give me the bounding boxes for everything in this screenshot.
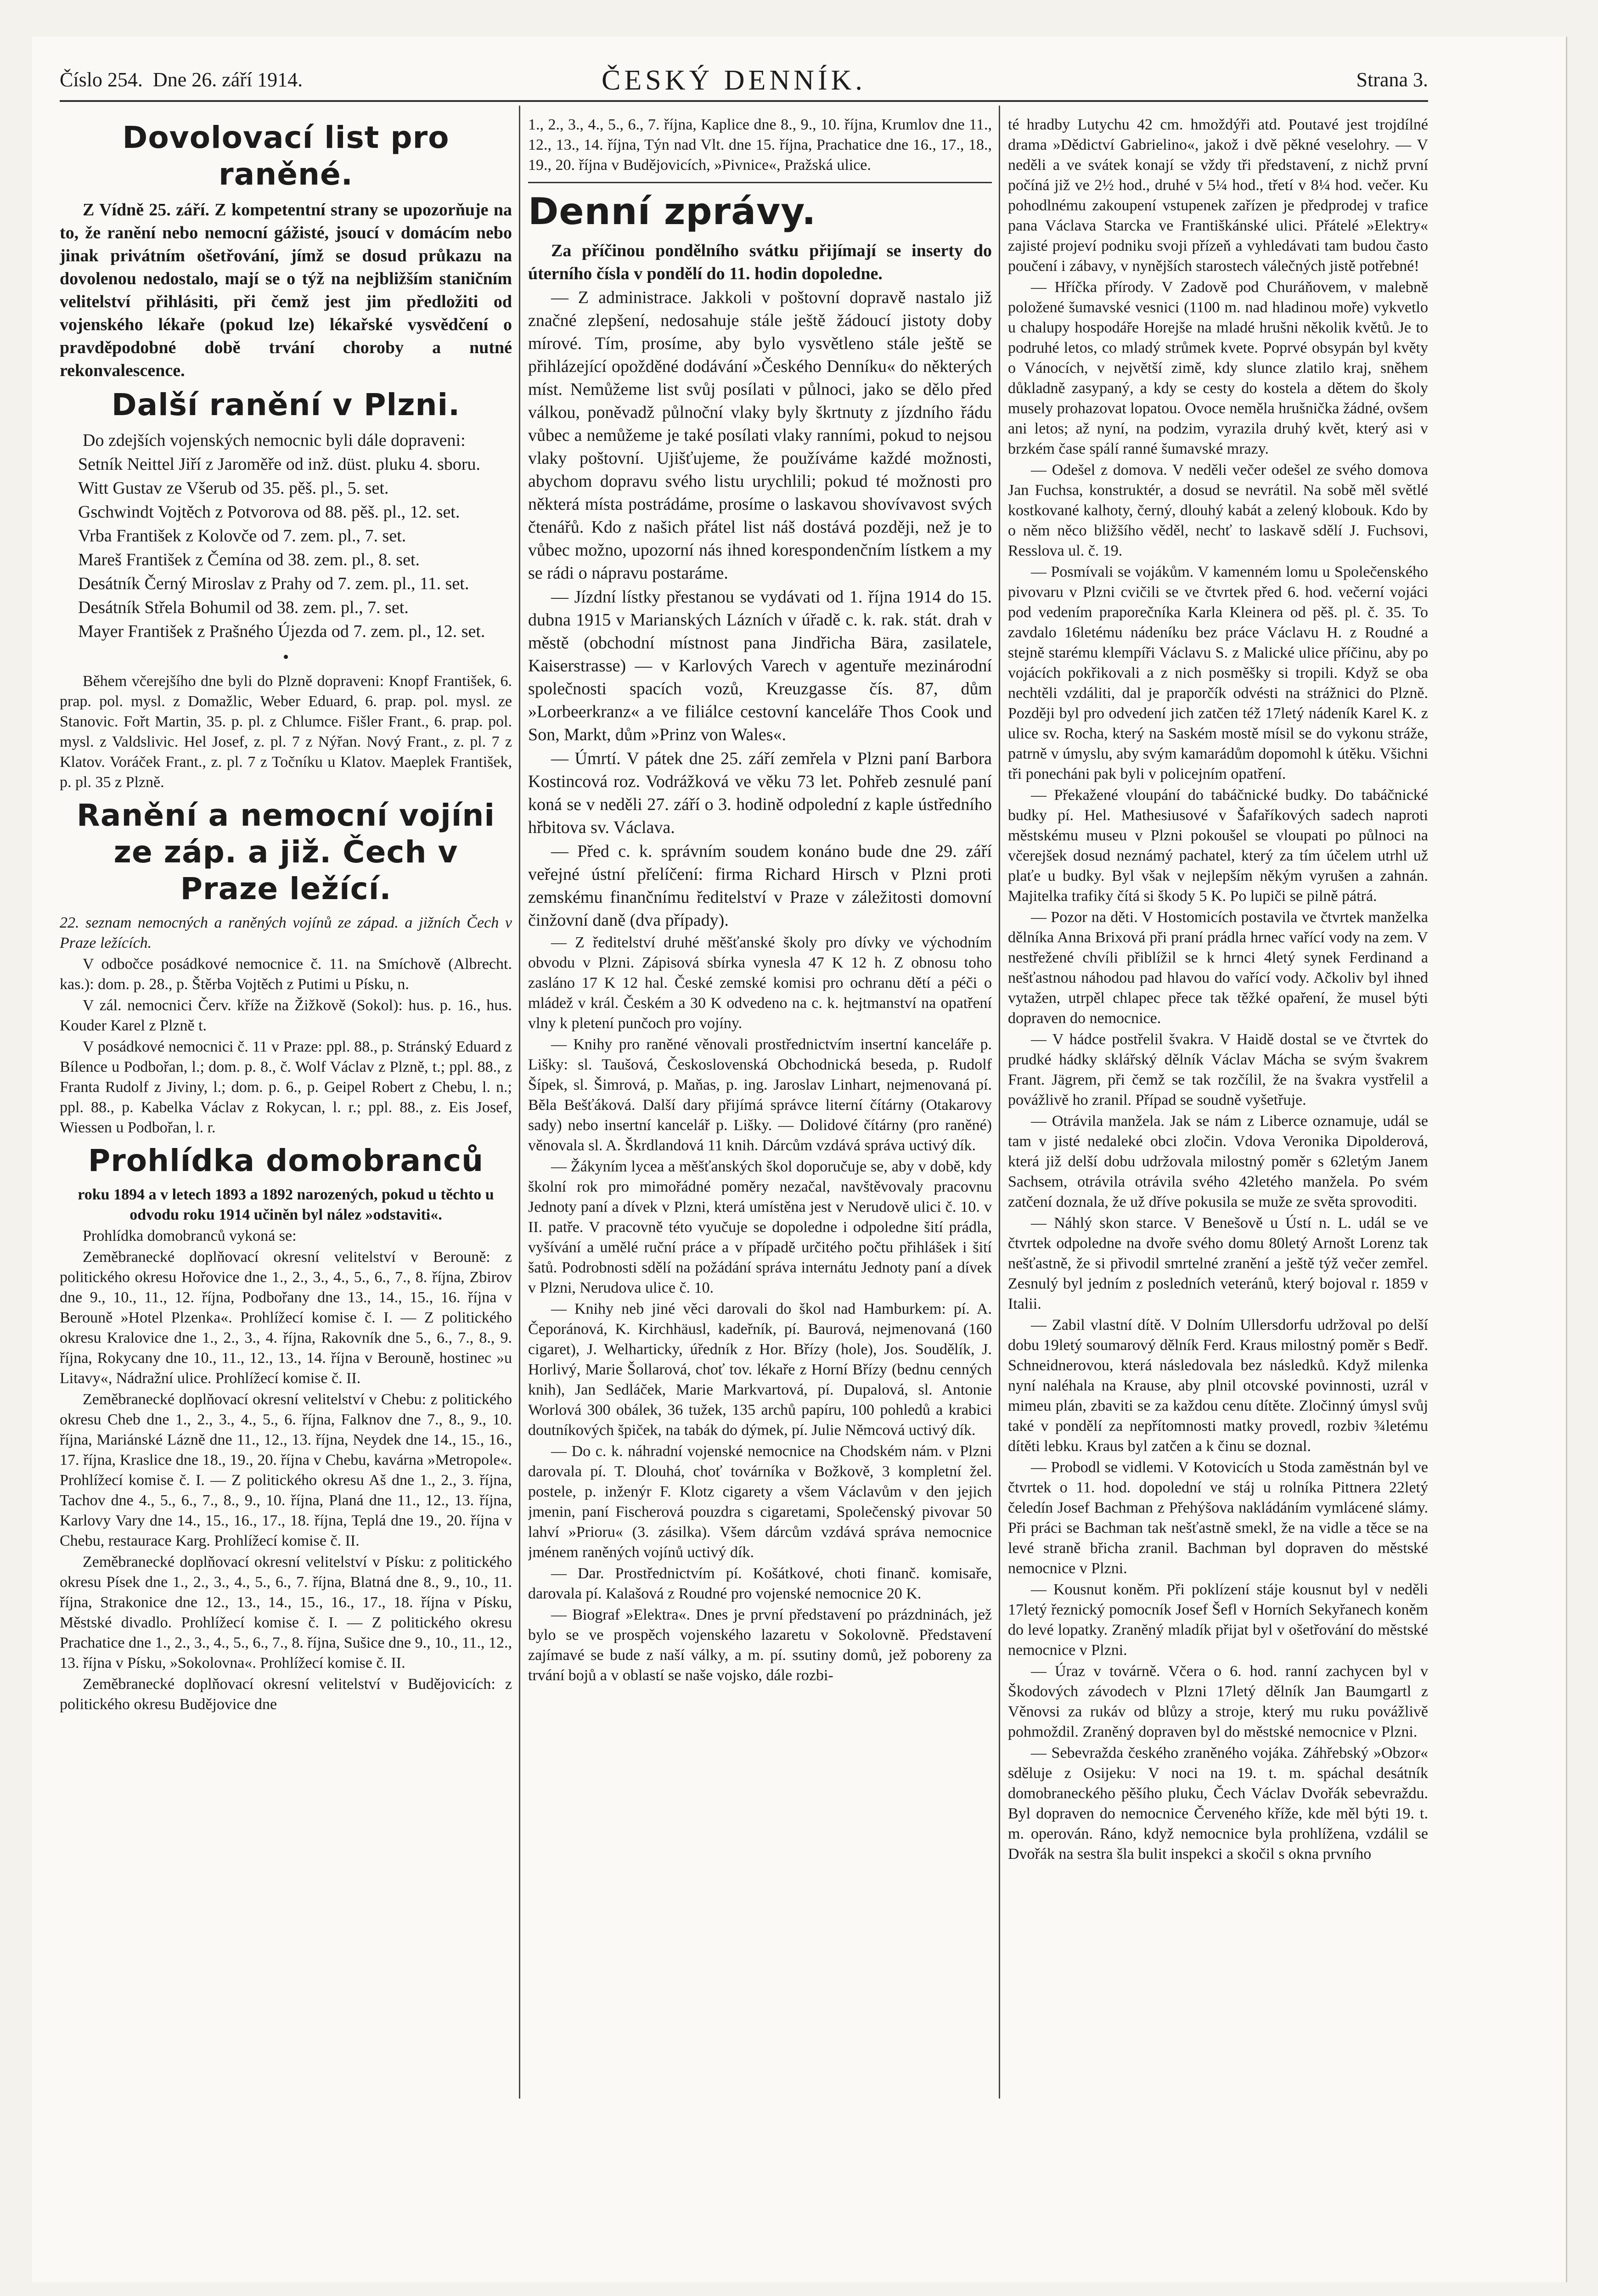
article-text: — Před c. k. správním soudem konáno bude dne 29. září veřejné ústní přelíčení: firma Richard Hirsch v Plzni proti zemskému finančnímu ředitelství v Praze v záležitosti domovní činžovní daně (dva případy). bbox=[528, 842, 992, 930]
article-text: — Z ředitelství druhé měšťanské školy pro dívky ve východním obvodu v Plzni. Zápisová sbírka vynesla 47 K 12 h. Z obnosu toho zasláno 17 K 12 hal. České zemské komisi pro ochranu dětí a péči o mládež v král. Českém a 30 K odvedeno na c. k. hejtmanství na opatření vlny k pletení punčoch pro vojíny. bbox=[528, 934, 992, 1032]
article-text: Zeměbranecké doplňovací okresní velitelství v Budějovicích: z politického okresu Budějovice dne bbox=[60, 1676, 512, 1713]
issue-number: Číslo 254. bbox=[60, 68, 143, 91]
article-text: V odbočce posádkové nemocnice č. 11. na Smíchově (Albrecht. kas.): dom. p. 28., p. Štěrba Vojtěch z Putimi u Písku, n. bbox=[60, 956, 512, 993]
list-item: Desátník Černý Miroslav z Prahy od 7. zem. pl., 11. set. bbox=[78, 574, 469, 593]
article-text: — Hříčka přírody. V Zadově pod Churáňovem, v malebně položené šumavské vesnici (1100 m. nad hladinou moře) vykvetlo u chalupy hospodáře Horejše na mladé hrušni několik květů. Je to podruhé letos, co mladý strůmek kvete. Poprvé obsypán byl květy o Vánocích, v největší zimě, kdy slunce zlatilo kraj, sněhem důkladně zasypaný, a kdy se cesty do kostela a dětem do školy musely prohazovat lopatou. Ovoce neměla hrušnička žádné, ovšem ani letos; až nyní, na podzim, vyrazila druhý květ, který asi v brzkém čase spálí ranné šumavské mrazy. bbox=[1008, 279, 1428, 457]
article-text: Během včerejšího dne byli do Plzně dopraveni: Knopf František, 6. prap. pol. mysl. z Domažlic, Weber Eduard, 6. prap. pol. mysl. ze Stanovic. Fořt Martin, 35. p. pl. z Chlumce. Fišler Frant., 6. prap. pol. mysl. z Valdslivic. Hel Josef, z. pl. 7 z Nýřan. Nový Frant., z. pl. 7 z Klatov. Voráček Frant., z. pl. 7 z Točníku u Klatov. Maeplek František, p. pl. 35 z Plzně. bbox=[60, 673, 512, 791]
article-text: — Otrávila manžela. Jak se nám z Liberce oznamuje, udál se tam v jisté nedaleké obci zločin. Vdova Veronika Dipolderová, která již delší dobu udržovala milostný poměr s 62letým Janem Sachsem, otrávila otrávila svého 42letého manžela. Po svém zatčení doznala, že už dříve pokusila se muže ze světa sprovoditi. bbox=[1008, 1113, 1428, 1210]
article-subtitle: 22. seznam nemocných a raněných vojínů ze západ. a jižních Čech v Praze ležících. bbox=[60, 914, 512, 951]
article-text: — Úraz v továrně. Včera o 6. hod. ranní zachycen byl v Škodových závodech v Plzni 17letý dělník Jan Baumgartl z Věnovsi za rukáv od blůzy a stroje, který mu ruku povážlivě pohmoždil. Zraněný dopraven byl do městské nemocnice v Plzni. bbox=[1008, 1663, 1428, 1740]
separator-dot: • bbox=[282, 647, 289, 667]
article-text: V zál. nemocnici Červ. kříže na Žižkově (Sokol): hus. p. 16., hus. Kouder Karel z Plzně t. bbox=[60, 997, 512, 1034]
header-rule bbox=[60, 100, 1428, 102]
article-text: — Knihy pro raněné věnovali prostřednictvím insertní kanceláře p. Lišky: sl. Taušová, Československá Obchodnická beseda, p. Rudolf Šípek, sl. Šimrová, p. Maňas, p. ing. Jaroslav Linhart, nejmenovaná pí. Běla Bešťáková. Další dary přijímá správce literní čítárny (Otakarovy sady) nebo insertní kancelář p. Lišky. — Dolidové čítárny (pro raněné) věnovala sl. A. Škrdlandová 11 knih. Dárcům vzdává správa uctivý dík. bbox=[528, 1036, 992, 1154]
article-text: — Z administrace. Jakkoli v poštovní dopravě nastalo již značné zlepšení, nedosahuje stále ještě žádoucí jistoty doby mírové. Tím, prosíme, aby bylo vysvětleno stále ještě se přihlázející opožděné dodávání »Českého Denníku« do některých míst. Nemůžeme list svůj posílati v půlnoci, jako se dělo před válkou, poněvadž půlnoční vlaky byly škrtnuty z jízdního řádu vůbec a nemůžeme je také posílati vlaky ranními, pokud to nejsou vlaky poštovní. Ujišťujeme, že používáme každé možnosti, abychom dopravu svého listu urychlili; pokud té možnosti pro některá místa postrádáme, prosíme o laskavou shovívavost svých čtenářů. Kdo z našich přátel list náš dostává později, než je to vůbec možno, upozorní nás ihned korespondenčním lístkem a my se rádi o nápravu postaráme. bbox=[528, 288, 992, 583]
article-text: — Zabil vlastní dítě. V Dolním Ullersdorfu udržoval po delší dobu 19letý soumarový dělník Ferd. Kraus milostný poměr s Bedř. Schneidnerovou, která následovala bez následků. Když milenka nyní naléhala na Krause, aby plnil otcovské povinnosti, uzrál v mimeu plán, zbaviti se za každou cenu dítěte. Zločinný úmysl svůj také v pondělí za nepřítomnosti matky provedl, rozbiv ¾letému dítěti lebku. Kraus byl zatčen a k činu se doznal. bbox=[1008, 1317, 1428, 1455]
article-text: — Kousnut koněm. Při poklízení stáje kousnut byl v neděli 17letý řeznický pomocník Josef Šefl v Horních Sekyřanech koněm do levé lopatky. Zraněný mladík přijat byl v ošetřování do městské nemocnice v Plzni. bbox=[1008, 1581, 1428, 1659]
section-rule bbox=[528, 182, 992, 183]
column-3 bbox=[1008, 115, 1428, 2089]
issue-date-text: Dne 26. září 1914. bbox=[152, 68, 303, 91]
column-2 bbox=[528, 115, 992, 2089]
article-text: — Posmívali se vojákům. V kamenném lomu u Společenského pivovaru v Plzni cvičili se ve čtvrtek před 6. hod. večerní vojáci pod vedením praporečníka Karla Kleinera od pěš. pl. č. 35. To zavdalo 16letému nádeníku bez práce Václavu H. z Roudné a stejně starému klempíři Václavu S. z Malické ulice příčinu, aby po vojácích pokřikovali a z nich posměšky si tropili. Když se oba nechtěli vzdáliti, dal je praporčík odvésti na strážnici do Plzně. Později byl pro odvedení jich zatčen též 17letý nádeník Karel K. z ulice sv. Rocha, který na Saském mostě mísil se do vykonu stráže, patrně v úmyslu, aby svým kamarádům dopomohl k útěku. Všichni tři ponecháni pak byli v policejním opatření. bbox=[1008, 563, 1428, 782]
article-text: — Odešel z domova. V neděli večer odešel ze svého domova Jan Fuchsa, konstruktér, a dosud se nevrátil. Na sobě měl světlé kostkované kalhoty, černý, dlouhý kabát a zelený klobouk. Kdo by o něm něco bližšího věděl, nechť to laskavě sdělí J. Fuchsovi, Resslova ul. č. 19. bbox=[1008, 461, 1428, 559]
masthead-title: ČESKÝ DENNÍK. bbox=[602, 65, 866, 96]
article-text: té hradby Lutychu 42 cm. hmoždýři atd. Poutavé jest trojdílné drama »Dědictví Gabrielino«, jakož i dvě pěkné veselohry. — V neděli a ve svátek konají se vždy tři představení, z nichž první počíná již ve 2½ hod., druhé v 5¼ hod., třetí v 8¼ hod. večer. Ku pohodlnému zakoupení vstupenek zařízen je předprodej v trafice pana Václava Starcka ve Františkánské ulici. Přátelé »Elektry« zajisté projeví podniku svoji přízeň a vyhledávati tam budou často poučení i zábavy, v nynějších starostech válečných jistě potřebné! bbox=[1008, 116, 1428, 275]
article-lead: roku 1894 a v letech 1893 a 1892 narozených, pokud u těchto u odvodu roku 1914 učiněn byl nález »odstaviti«. bbox=[78, 1186, 494, 1223]
article-text: Prohlídka domobranců vykoná se: bbox=[83, 1227, 297, 1244]
list-item: Vrba František z Kolovče od 7. zem. pl., 7. set. bbox=[78, 526, 406, 546]
article-text: — Úmrtí. V pátek dne 25. září zemřela v Plzni paní Barbora Kostincová roz. Vodrážková ve věku 73 let. Pohřeb zesnulé paní koná se v neděli 27. září o 3. hodině odpolední z kaple ústředního hřbitova sv. Václava. bbox=[528, 749, 992, 837]
headline-dalsi-raneni: Další ranění v Plzni. bbox=[111, 387, 461, 422]
article-text: — Dar. Prostřednictvím pí. Košátkové, choti finanč. komisaře, darovala pí. Kalašová z Roudné pro vojenské nemocnice 20 K. bbox=[528, 1565, 992, 1602]
column-rule-1 bbox=[519, 106, 520, 2099]
column-rule-2 bbox=[999, 106, 1000, 2099]
article-text: — Knihy neb jiné věci darovali do škol nad Hamburkem: pí. A. Čeporánová, K. Kirchhäusl, kadeřník, pí. Baurová, nejmenovaná (160 cigaret), J. Welharticky, úředník z Hor. Břízy (hole), Jos. Soudělík, J. Horlivý, Marie Šollarová, choť tov. lékaře z Horní Břízy (bednu cenných knih), Jan Sedláček, Marie Markvartová, pí. Dupalová, sl. Antonie Worlová 300 obálek, 36 tužek, 135 archů papíru, 100 pohledů a krabici doutníkových špiček, na tabák do dýmek, pí. Julie Němcová uctivý dík. bbox=[528, 1300, 992, 1439]
article-text: — Jízdní lístky přestanou se vydávati od 1. října 1914 do 15. dubna 1915 v Marianských Lázních v úřadě c. k. rak. stát. drah v městě (obchodní místnost pana Jindřicha Bära, zasilatele, Kaiserstrasse) — v Karlových Varech v agentuře mezinárodní společnosti spacích vozů, Kreuzgasse čís. 87, dům »Lorbeerkranz« a ve filiálce cestovní kanceláře Thos Cook und Son, Markt, dům »Prinz von Wales«. bbox=[528, 587, 992, 744]
issue-date bbox=[60, 68, 303, 91]
list-item: Mayer František z Prašného Újezda od 7. zem. pl., 12. set. bbox=[78, 622, 485, 641]
list-item: Desátník Střela Bohumil od 38. zem. pl., 7. set. bbox=[78, 598, 409, 617]
article-text: — Do c. k. náhradní vojenské nemocnice na Chodském nám. v Plzni darovala pí. T. Dlouhá, choť továrníka v Božkově, 3 kompletní žel. postele, p. inženýr F. Klotz cigarety a všem Václavům v den jejich jmenin, paní Fischerová pouzdra s cigaretami, Společenský pivovar 50 lahví »Prioru« (3. zásilka). Všem dárcům vzdává správa nemocnice jménem raněných vojínů uctivý dík. bbox=[528, 1443, 992, 1561]
page-header bbox=[60, 64, 1428, 106]
list-item: Witt Gustav ze Všerub od 35. pěš. pl., 5. set. bbox=[78, 478, 389, 498]
article-text: Do zdejších vojenských nemocnic byli dále dopraveni: bbox=[83, 431, 466, 450]
article-lead: Za příčinou pondělního svátku přijímají se inserty do úterního čísla v pondělí do 11. hodin dopoledne. bbox=[528, 241, 992, 283]
list-item: Gschwindt Vojtěch z Potvorova od 88. pěš. pl., 12. set. bbox=[78, 502, 460, 522]
list-item: Setník Neittel Jiří z Jaroměře od inž. düst. pluku 4. sboru. bbox=[78, 455, 480, 474]
article-text: — V hádce postřelil švakra. V Haidě dostal se ve čtvrtek do prudké hádky sklářský dělník Václav Mácha se svým švakrem Frant. Jägrem, při čemž se tak rozčílil, že na švakra vystřelil a povážlivě ho zranil. Případ se soudně vyšetřuje. bbox=[1008, 1031, 1428, 1109]
article-text: — Probodl se vidlemi. V Kotovicích u Stoda zaměstnán byl ve čtvrtek o 11. hod. dopolední ve stáj u rolníka Pittnera 22letý čeledín Josef Bachman z Přehýšova nakládáním vymlácené slámy. Při práci se Bachman tak nešťastně smekl, že na vidle a těce se na levé straně břicha zranil. Bachman byl dopraven do městské nemocnice v Plzni. bbox=[1008, 1459, 1428, 1577]
article-text: — Sebevražda českého zraněného vojáka. Záhřebský »Obzor« sděluje z Osijeku: V noci na 19. t. m. spáchal desátník domobraneckého pěšího pluku, Čech Václav Dvořák sebevraždu. Byl dopraven do nemocnice Červeného kříže, kde měl býti 19. t. m. operován. Ráno, když nemocnice byla prohlížena, vzdálil se Dvořák na sestra šla bulit inspekci a skočil s okna prvního bbox=[1008, 1745, 1428, 1863]
page-number: Strana 3. bbox=[1356, 68, 1428, 91]
article-text: — Žákyním lycea a měšťanských škol doporučuje se, aby v době, kdy školní rok pro mimořádné poměry nezačal, navštěvovaly pracovnu Jednoty paní a dívek v Plzni, která umístěna jest v Nerudově ulici č. 10. v II. patře. V pracovně této vyučuje se dopoledne i odpoledne šití prádla, vyšívání a umělé ruční práce a v případě určitého počtu přihlášek i šití šatů. Podrobnosti sdělí na požádání správa internátu Jednoty paní a dívek v Plzni, Nerudova ulice č. 10. bbox=[528, 1158, 992, 1296]
headline-raneni-vojini: Ranění a nemocní vojíni ze záp. a již. Čech v Praze ležící. bbox=[76, 798, 495, 906]
list-item: Mareš František z Čemína od 38. zem. pl., 8. set. bbox=[78, 550, 420, 569]
article-text: Z Vídně 25. září. Z kompetentní strany se upozorňuje na to, že ranění nebo nemocní gážisté, jsoucí v domácím nebo jinak privátním ošetřování, jímž se dosud průkazu na dovolenou nedostalo, mají se o týž na nejbližším staničním velitelství přihlásiti, při čemž jest jim předložiti od vojenského lékaře (pokud lze) lékařské vysvědčení o pravděpodobné době trvání choroby a nutné rekonvalescence. bbox=[60, 200, 512, 380]
column-1 bbox=[60, 115, 512, 2089]
headline-dovolovaci-list: Dovolovací list pro raněné. bbox=[122, 120, 450, 192]
article-text: Zeměbranecké doplňovací okresní velitelství v Chebu: z politického okresu Cheb dne 1., 2., 3., 4., 5., 6. října, Falknov dne 7., 8., 9., 10. října, Mariánské Lázně dne 11., 12., 13. října, Neydek dne 14., 15., 16., 17. října, Kraslice dne 18., 19., 20. října v Chebu, kavárna »Metropole«. Prohlížecí komise č. I. — Z politického okresu Aš dne 1., 2., 3. října, Tachov dne 4., 5., 6., 7., 8., 9., 10. října, Planá dne 11., 12., 13. října, Karlovy Vary dne 14., 15., 16., 17., 18. října, Teplá dne 19., 20. října v Chebu, restaurace Karg. Prohlížecí komise č. II. bbox=[60, 1391, 512, 1549]
article-text: — Náhlý skon starce. V Benešově u Ústí n. L. udál se ve čtvrtek odpoledne na dvoře svého domu 80letý Arnošt Lorenz tak nešťastně, že si přivodil smrtelné zranění a ještě týž večer zemřel. Zesnulý byl jedním z posledních veteránů, který bojoval r. 1859 v Italii. bbox=[1008, 1215, 1428, 1312]
article-text: 1., 2., 3., 4., 5., 6., 7. října, Kaplice dne 8., 9., 10. října, Krumlov dne 11., 12., 13., 14. října, Týn nad Vlt. dne 15. října, Prachatice dne 16., 17., 18., 19., 20. října v Budějovicích, »Pivnice«, Pražská ulice. bbox=[528, 116, 992, 174]
wounded-list bbox=[60, 453, 512, 643]
article-text: — Biograf »Elektra«. Dnes je první představení po prázdninách, jež bylo se ve prospěch vojenského lazaretu v Sokolovně. Představení zajímavé se bude z naší války, a m. pí. ssutiny domů, jež poboreny za trvání bojů a v oblastí se naše vojsko, dále rozbi- bbox=[528, 1606, 992, 1684]
article-text: V posádkové nemocnici č. 11 v Praze: ppl. 88., p. Stránský Eduard z Bílence u Podbořan, l.; dom. p. 8., č. Wolf Václav z Plzně, t.; ppl. 88., z Franta Rudolf z Jiviny, l.; dom. p. 6., p. Geipel Robert z Chebu, l. n.; ppl. 88., p. Kabelka Václav z Rokycan, l. r.; ppl. 88., z. Eis Josef, Wiessen u Podbořan, l. r. bbox=[60, 1038, 512, 1136]
article-text: Zeměbranecké doplňovací okresní velitelství v Berouně: z politického okresu Hořovice dne 1., 2., 3., 4., 5., 6., 7., 8. října, Zbirov dne 9., 10., 11., 12. října, Podbořany dne 13., 14., 15., 16. října v Berouně »Hotel Plzenka«. Prohlížecí komise č. I. — Z politického okresu Kralovice dne 1., 2., 3., 4. října, Rakovník dne 5., 6., 7., 8., 9. října, Rokycany dne 10., 11., 12., 13., 14. října v Berouně, hostinec »u Litavy«, Nádražní ulice. Prohlížecí komise č. II. bbox=[60, 1249, 512, 1387]
headline-denni-zpravy: Denní zprávy. bbox=[528, 190, 816, 233]
headline-prohlidka: Prohlídka domobranců bbox=[88, 1143, 484, 1178]
article-text: — Pozor na děti. V Hostomicích postavila ve čtvrtek manželka dělníka Anna Brixová při praní prádla hrnec vařící vody na zem. V nestřežené chvíli přiblížil se k hrnci 4letý synek Ferdinand a nešťastnou náhodou pad hlavou do vařící vody. Ačkoliv byl ihned vytažen, utrpěl chlapec přece tak těžké opaření, že musel býti dopraven do nemocnice. bbox=[1008, 909, 1428, 1027]
article-text: Zeměbranecké doplňovací okresní velitelství v Písku: z politického okresu Písek dne 1., 2., 3., 4., 5., 6., 7. října, Blatná dne 8., 9., 10., 11. října, Strakonice dne 12., 13., 14., 15., 16., 17., 18. října v Písku, Městské divadlo. Prohlížecí komise č. I. — Z politického okresu Prachatice dne 1., 2., 3., 4., 5., 6., 7., 8. října, Sušice dne 9., 10., 11., 12., 13. října v Písku, »Sokolovna«. Prohlížecí komise č. II. bbox=[60, 1553, 512, 1671]
article-text: — Překažené vloupání do tabáčnické budky. Do tabáčnické budky pí. Hel. Mathesiusové v Šafaříkových sadech naproti městskému museu v Plzni pokoušel se vloupati po půlnoci na včerejšek dosud neznámý pachatel, který za tím účelem utrhl už plaťe u budky. Byl však v nejlepším někým vyrušen a zahnán. Majitelka trafiky čítá si škody 5 K. Po lupiči se pilně pátrá. bbox=[1008, 787, 1428, 905]
